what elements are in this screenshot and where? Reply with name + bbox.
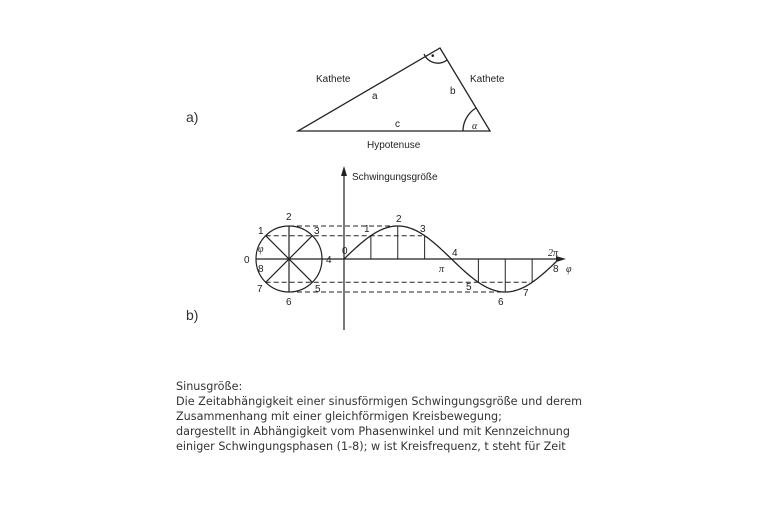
y-axis-arrow	[341, 166, 347, 176]
two-pi-label: 2π	[548, 248, 559, 259]
circle-phase-2: 2	[286, 212, 292, 223]
kathete-left-label: Kathete	[316, 74, 351, 85]
circle-phase-5: 5	[315, 284, 321, 295]
circle-phase-6: 6	[286, 297, 292, 308]
wave-phase-0: 0	[342, 246, 348, 257]
wave-phase-4: 4	[452, 248, 458, 259]
alpha-label: α	[472, 121, 478, 132]
wave-phase-5: 5	[466, 282, 472, 293]
y-axis-label: Schwingungsgröße	[352, 172, 438, 183]
wave-phase-2: 2	[396, 214, 402, 225]
caption-line-3: dargestellt in Abhängigkeit vom Phasenwinkel und mit Kennzeichnung	[176, 425, 570, 438]
kathete-right-label: Kathete	[470, 74, 505, 85]
caption-line-1: Die Zeitabhängigkeit einer sinusförmigen Schwingungsgröße und derem	[176, 395, 583, 408]
wave-phase-7: 7	[523, 288, 529, 299]
triangle-diagram	[298, 48, 490, 131]
circle-phase-7: 7	[257, 284, 263, 295]
part-a-label: a)	[186, 109, 199, 125]
circle-phi-label: φ	[258, 244, 264, 255]
circle-phase-0: 0	[244, 255, 250, 266]
part-b-label: b)	[186, 307, 199, 323]
circle-phase-1: 1	[258, 226, 264, 237]
axes	[322, 166, 566, 330]
circle-phase-4: 4	[326, 255, 332, 266]
wave-phase-8: 8	[553, 264, 559, 275]
side-a-label: a	[372, 91, 378, 102]
pi-label: π	[439, 264, 445, 275]
side-b-label: b	[450, 86, 456, 97]
circle-phase-8: 8	[258, 264, 264, 275]
wave-phase-3: 3	[420, 224, 426, 235]
caption-line-2: Zusammenhang mit einer gleichförmigen Kreisbewegung;	[176, 410, 502, 423]
caption-line-4: einiger Schwingungsphasen (1-8); w ist Kreisfrequenz, t steht für Zeit	[176, 440, 566, 453]
phi-axis-label: φ	[566, 264, 572, 275]
right-angle-marker: •	[431, 51, 435, 62]
wave-phase-labels	[342, 214, 559, 308]
triangle-outline	[298, 48, 490, 131]
hypotenuse-label: Hypotenuse	[367, 140, 421, 151]
wave-phase-6: 6	[498, 297, 504, 308]
side-c-label: c	[395, 119, 400, 130]
caption	[176, 379, 646, 454]
caption-title: Sinusgröße:	[176, 380, 243, 393]
circle-phase-3: 3	[314, 226, 320, 237]
wave-phase-1: 1	[364, 224, 370, 235]
